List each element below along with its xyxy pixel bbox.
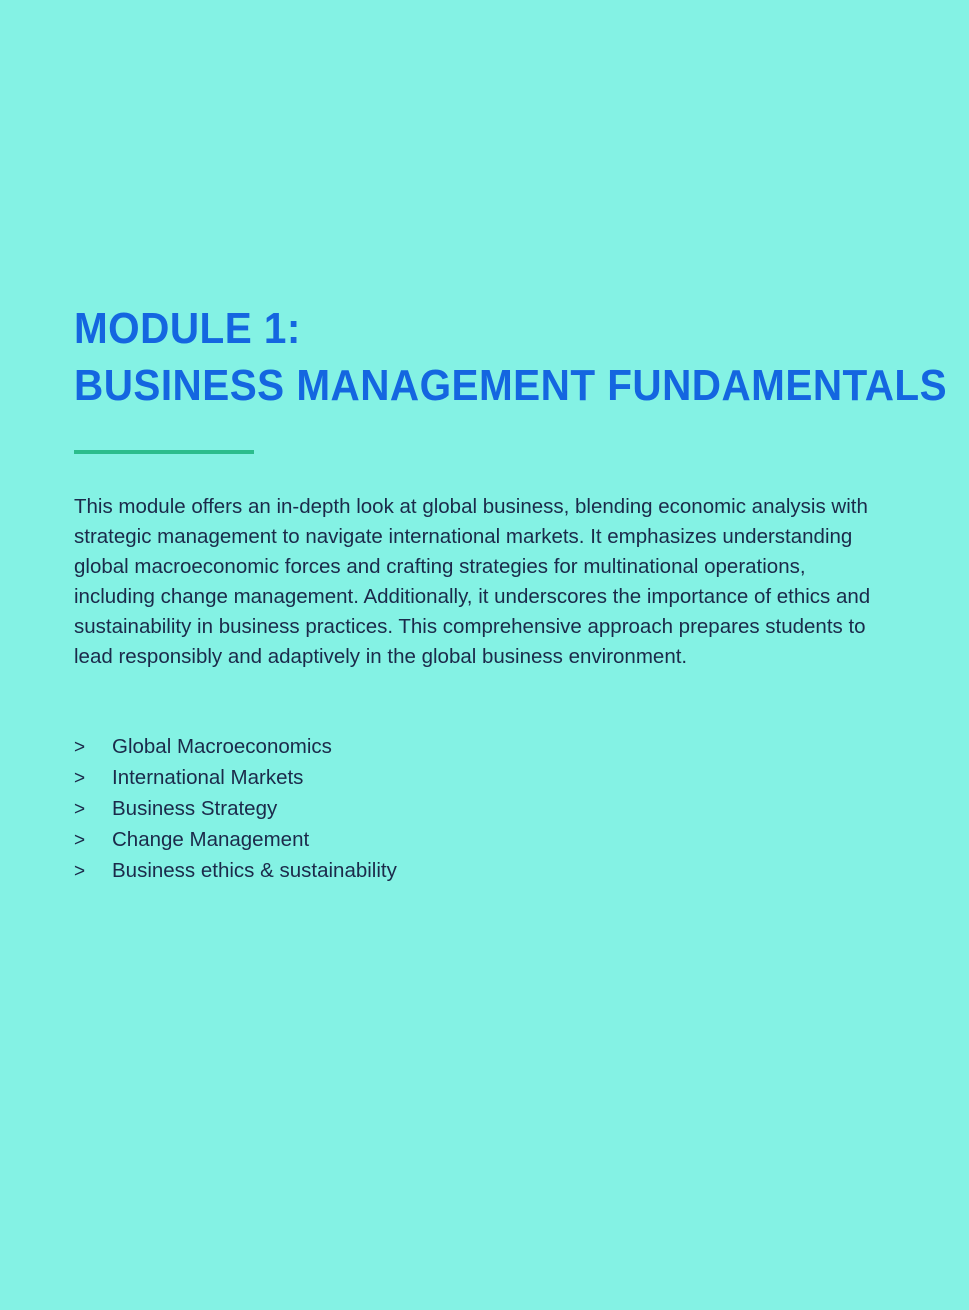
- page-title: [74, 300, 948, 414]
- module-description-text: This module offers an in-depth look at global business, blending economic analysis with strategic management to navigate international markets. It emphasizes understanding global macroeconomic forces and crafting strategies for multinational operations, including change management. Additionally, it underscores the importance of ethics and sustainability in business practices. This comprehensive approach prepares students to lead responsibly and adaptively in the global business environment.: [74, 495, 871, 669]
- list-item: [74, 825, 894, 856]
- chevron-right-icon: >: [74, 799, 86, 821]
- topic-label: Business ethics & sustainability: [112, 859, 397, 883]
- chevron-right-icon: >: [74, 861, 86, 883]
- chevron-right-icon: >: [74, 768, 86, 790]
- slide-content: [74, 300, 948, 903]
- topic-label: Business Strategy: [112, 797, 278, 821]
- title-line-1: MODULE 1:: [74, 304, 301, 353]
- topic-label: International Markets: [112, 766, 304, 790]
- topics-list: [74, 732, 894, 887]
- chevron-right-icon: >: [74, 737, 86, 759]
- chevron-right-icon: >: [74, 830, 86, 852]
- title-underline-divider: [74, 450, 254, 454]
- title-line-2: BUSINESS MANAGEMENT FUNDAMENTALS: [74, 361, 948, 411]
- topic-label: Change Management: [112, 828, 310, 852]
- list-item: [74, 794, 894, 825]
- topic-label: Global Macroeconomics: [112, 735, 332, 759]
- list-item: [74, 732, 894, 763]
- list-item: [74, 763, 894, 794]
- list-item: [74, 856, 894, 887]
- module-description: [74, 492, 874, 672]
